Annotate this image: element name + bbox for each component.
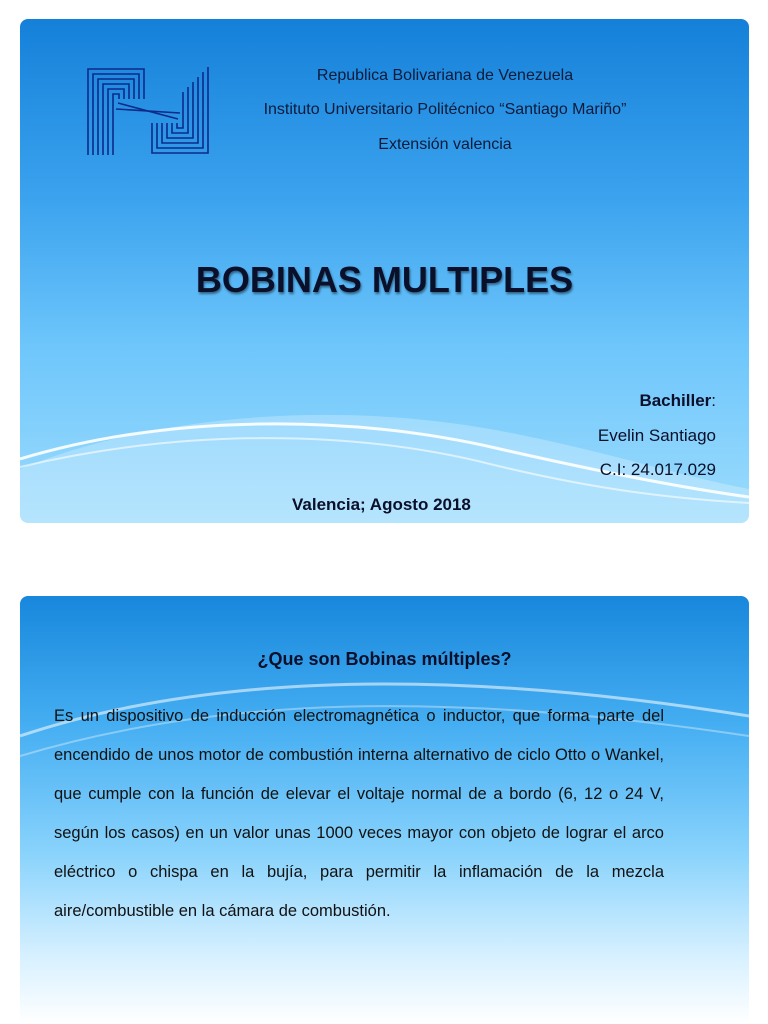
content-slide <box>20 596 749 1024</box>
bachiller-label <box>639 391 716 411</box>
section-heading: ¿Que son Bobinas múltiples? <box>257 649 512 669</box>
student-id: C.I: 24.017.029 <box>599 460 716 479</box>
header-institute: Instituto Universitario Politécnico “Santiago Mariño” <box>263 101 627 118</box>
student-name: Evelin Santiago <box>597 426 716 445</box>
definition-paragraph: Es un dispositivo de inducción electromagnética o inductor, que forma parte del encendido de unos motor de combustión interna alternativo de ciclo Otto o Wankel, que cumple con la función de elevar el voltaje normal de a bordo (6, 12 o 24 V, según los casos) en un valor unas 1000 veces mayor con objeto de lograr el arco eléctrico o chispa en la bujía, para permitir la inflamación de la mezcla aire/combustible en la cámara de combustión. <box>54 707 664 920</box>
header-republic: Republica Bolivariana de Venezuela <box>316 67 574 84</box>
slide-title: BOBINAS MULTIPLES <box>195 259 574 300</box>
bachiller-label-text: Bachiller <box>639 391 712 410</box>
bachiller-colon: : <box>711 391 716 410</box>
header-extension: Extensión valencia <box>378 136 512 153</box>
title-slide <box>20 19 749 523</box>
date-line: Valencia; Agosto 2018 <box>292 495 471 514</box>
